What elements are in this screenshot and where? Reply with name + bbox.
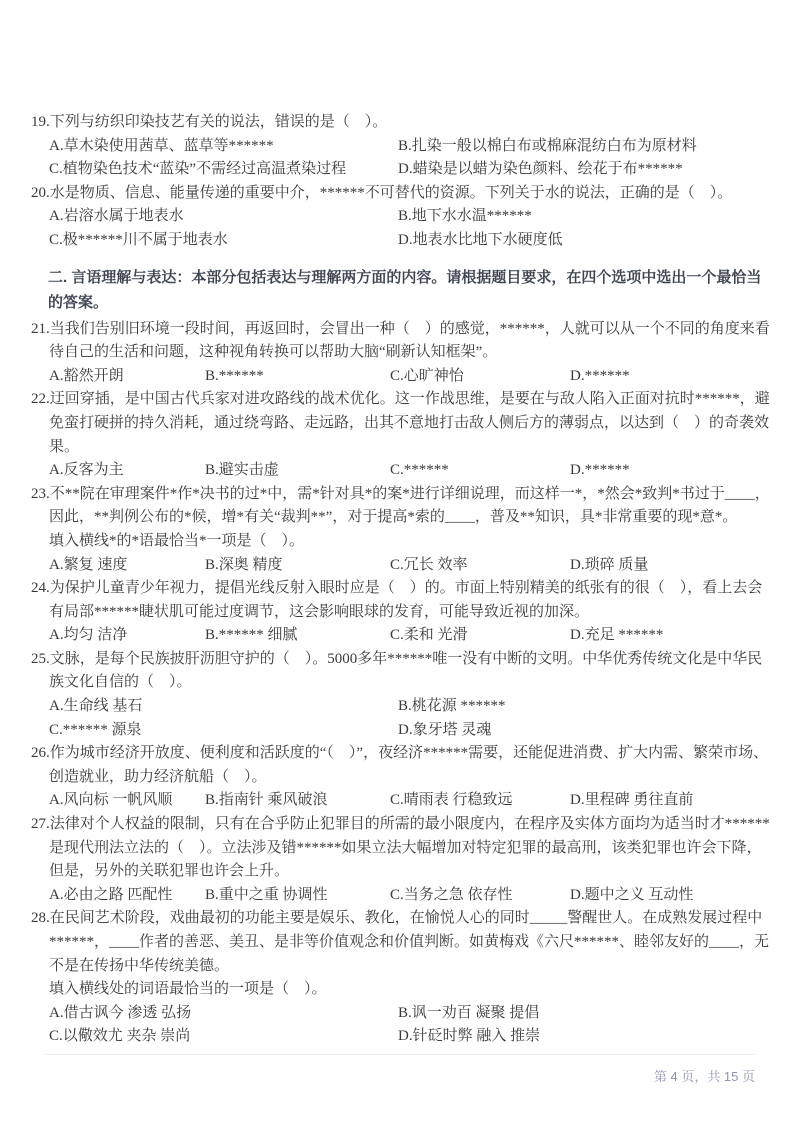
option-b: B.桃花源 ****** [398,698,506,715]
option-b: B.讽一劝百 凝聚 提倡 [398,1004,540,1021]
option-c: C.以儆效尤 夹杂 崇尚 [49,1028,191,1045]
fill-in-prompt: 填入横线*的*语最恰当*一项是（ ）。 [49,532,305,549]
page-number-indicator: 第 4 页，共 15 页 [653,1069,755,1084]
question-text [31,907,771,978]
option-d: D.充足 ****** [570,627,664,644]
footer-divider [45,1054,756,1055]
option-a: A.反客为主 [49,462,124,479]
option-b: B.重中之重 协调性 [205,886,328,903]
question-number: 21. [31,320,50,337]
options-grid [31,695,771,742]
question-27 [31,813,771,907]
question-text [31,182,771,206]
option-d: D.蜡染是以蜡为染色颜料、绘花于布****** [398,161,683,178]
option-a: A.草木染使用茜草、蓝草等****** [49,137,274,154]
question-body: 作为城市经济开放度、便利度和活跃度的“（ ）”，夜经济******需要，还能促进消费、扩大内需、繁荣市场、创造就业，助力经济航船（ ）。 [49,745,769,785]
question-text [31,577,771,624]
option-c: C.当务之急 依存性 [390,886,513,903]
question-20 [31,182,771,253]
option-a: A.繁复 速度 [49,556,128,573]
question-number: 27. [31,816,50,833]
option-a: A.豁然开朗 [49,367,124,384]
fill-in-prompt: 填入横线处的词语最恰当的一项是（ ）。 [49,981,327,998]
question-19 [31,111,771,182]
option-b: B.****** [205,367,264,384]
option-b: B.****** 细腻 [205,627,298,644]
question-24 [31,577,771,648]
options-grid [31,365,771,389]
question-text [31,111,771,135]
option-d: D.里程碑 勇往直前 [570,792,694,809]
options-grid [31,1002,771,1049]
question-21 [31,318,771,389]
question-text [31,318,771,365]
option-a: A.必由之路 匹配性 [49,886,173,903]
option-d: D.地表水比地下水硬度低 [398,231,563,248]
option-c: C.心旷神怡 [390,367,464,384]
options-grid [31,884,771,908]
question-body: 下列与纺织印染技艺有关的说法，错误的是（ ）。 [49,114,388,130]
question-body: 迂回穿插，是中国古代兵家对进攻路线的战术优化。这一作战思维，是要在与敌人陷入正面对抗时******，避免蛮打硬拼的持久消耗，通过绕弯路、走远路，出其不意地打击敌人侧后方的薄弱点，以达到（ ）的奇袭效果。 [49,391,770,455]
option-b: B.地下水水温****** [398,208,532,225]
options-grid [31,205,771,252]
option-c: C.柔和 光滑 [390,627,468,644]
option-b: B.指南针 乘风破浪 [205,792,328,809]
option-c: C.冗长 效率 [390,556,468,573]
option-a: A.借古讽今 渗透 弘扬 [49,1004,192,1021]
question-text [31,813,771,884]
option-b: B.深奥 精度 [205,556,283,573]
option-c: C.****** [390,462,449,479]
options-grid [31,624,771,648]
option-c: C.植物染色技术“蓝染”不需经过高温煮染过程 [49,161,347,178]
section-heading: 二. 言语理解与表达：本部分包括表达与理解两方面的内容。请根据题目要求，在四个选项中选出一个最恰当的答案。 [48,268,762,312]
option-b: B.扎染一般以棉白布或棉麻混纺白布为原材料 [398,137,697,154]
option-c: C.晴雨表 行稳致远 [390,792,513,809]
option-d: D.****** [570,462,630,479]
question-body: 法律对个人权益的限制，只有在合乎防止犯罪目的所需的最小限度内，在程序及实体方面均为适当时才******是现代刑法立法的（ ）。立法涉及错******如果立法大幅增加对特定犯罪的最高刑，该类犯罪也许会下降，但是，另外的关联犯罪也许会上升。 [49,816,770,880]
question-text [31,648,771,695]
options-grid [31,459,771,483]
page-content [31,111,771,1049]
question-body: 当我们告别旧环境一段时间，再返回时，会冒出一种（ ）的感觉，******，人就可以从一个不同的角度来看待自己的生活和问题，这种视角转换可以帮助大脑“刷新认知框架”。 [49,320,770,361]
question-text [31,483,771,530]
question-25 [31,648,771,742]
question-number: 28. [31,910,50,927]
option-d: D.象牙塔 灵魂 [398,721,492,738]
question-body: 水是物质、信息、能量传递的重要中介，******不可替代的资源。下列关于水的说法，正确的是（ ）。 [49,184,733,201]
question-text [31,388,771,459]
question-22 [31,388,771,482]
option-c: C.极******川不属于地表水 [49,231,228,248]
question-number: 22. [31,391,50,408]
question-23 [31,483,771,577]
question-body: 在民间艺术阶段，戏曲最初的功能主要是娱乐、教化，在愉悦人心的同时_____警醒世人。在成熟发展过程中******，____作者的善恶、美丑、是非等价值观念和价值判断。如黄梅戏《六尺******、睦邻友好的____，无不是在传扬中华传统美德。 [49,910,770,974]
option-a: A.风向标 一帆风顺 [49,792,173,809]
option-d: D.题中之义 互动性 [570,886,694,903]
option-d: D.琐碎 质量 [570,556,649,573]
question-26 [31,742,771,813]
question-number: 19. [31,114,50,130]
option-a: A.均匀 洁净 [49,627,128,644]
question-body: 为保护儿童青少年视力，提倡光线反射入眼时应是（ ）的。市面上特别精美的纸张有的很（ ），看上去会有局部******睫状肌可能过度调节，这会影响眼球的发育，可能导致近视的加深。 [49,580,763,620]
option-a: A.生命线 基石 [49,698,143,715]
question-number: 23. [31,485,50,502]
question-number: 24. [31,580,50,597]
option-d: D.****** [570,367,630,384]
question-28 [31,907,771,1049]
question-text [31,742,771,789]
options-grid [31,554,771,578]
question-number: 20. [31,184,50,201]
option-d: D.针砭时弊 融入 推崇 [398,1028,541,1045]
option-a: A.岩溶水属于地表水 [49,208,184,225]
options-grid [31,789,771,813]
question-number: 26. [31,745,50,762]
options-grid [31,135,771,182]
question-body: 不**院在审理案件*作*决书的过*中，需*针对具*的案*进行详细说理，而这样一*，*然会*致判*书过于____，因此，**判例公布的*候，增*有关“裁判**”，对于提高*索的____，普及**知识，具*非常重要的现*意*。 [49,485,770,526]
option-c: C.****** 源泉 [49,721,142,738]
question-body: 文脉，是每个民族披肝沥胆守护的（ ）。5000多年******唯一没有中断的文明。中华优秀传统文化是中华民族文化自信的（ ）。 [49,650,763,691]
option-b: B.避实击虚 [205,462,279,479]
question-number: 25. [31,650,50,667]
